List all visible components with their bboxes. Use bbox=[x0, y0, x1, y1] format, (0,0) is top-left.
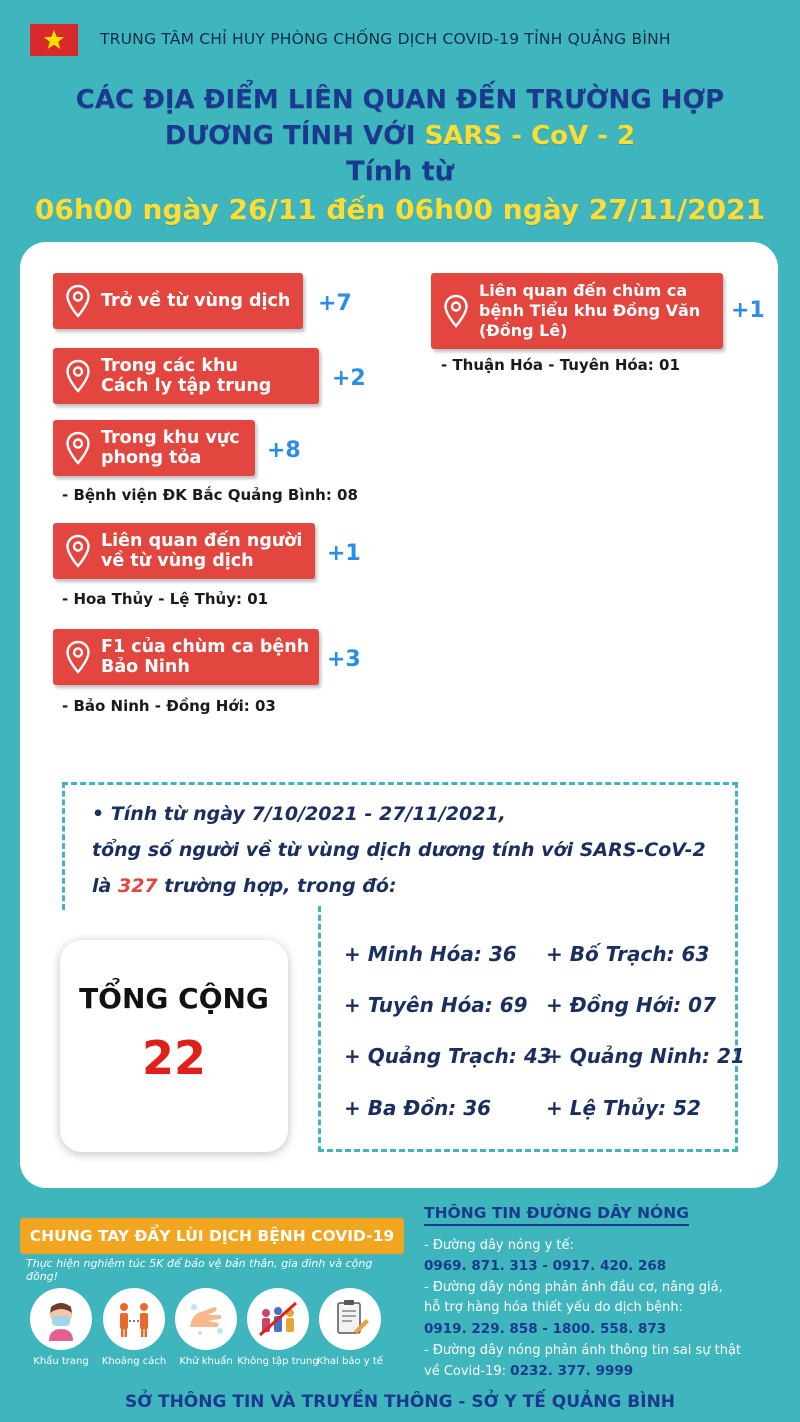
distance-icon bbox=[103, 1288, 165, 1350]
location-label: Liên quan đến người về từ vùng dịch bbox=[101, 531, 303, 571]
org-title: TRUNG TÂM CHỈ HUY PHÒNG CHỐNG DỊCH COVID-19 TỈNH QUẢNG BÌNH bbox=[100, 30, 671, 48]
total-returnee-cases: 327 bbox=[117, 875, 158, 897]
district-count: + Lệ Thủy: 52 bbox=[546, 1096, 701, 1120]
total-value: 22 bbox=[141, 1031, 206, 1085]
location-pin-icon bbox=[65, 534, 91, 568]
location-pin-icon bbox=[65, 284, 91, 318]
location-label: F1 của chùm ca bệnh Bảo Ninh bbox=[101, 637, 310, 677]
district-count: + Tuyên Hóa: 69 bbox=[344, 993, 528, 1017]
campaign-banner: CHUNG TAY ĐẨY LÙI DỊCH BỆNH COVID-19 bbox=[20, 1218, 404, 1254]
health-declaration-icon bbox=[319, 1288, 381, 1350]
location-label: Trong các khu Cách ly tập trung bbox=[101, 356, 272, 396]
hotline-number: 0969. 871. 313 - 0917. 420. 268 bbox=[424, 1258, 667, 1274]
location-count: +3 bbox=[327, 647, 361, 672]
location-pin-icon bbox=[65, 431, 91, 465]
location-tag bbox=[431, 273, 723, 349]
icon-label: Khai báo y tế bbox=[317, 1356, 383, 1367]
location-detail: - Bảo Ninh - Đồng Hới: 03 bbox=[62, 697, 276, 715]
total-label: TỔNG CỘNG bbox=[79, 982, 269, 1015]
location-label: Trong khu vực phong tỏa bbox=[101, 428, 240, 468]
star-icon bbox=[43, 29, 65, 51]
location-count: +7 bbox=[318, 291, 352, 316]
location-detail: - Hoa Thủy - Lệ Thủy: 01 bbox=[62, 590, 269, 608]
location-pin-icon bbox=[65, 640, 91, 674]
district-count: + Quảng Ninh: 21 bbox=[546, 1044, 745, 1068]
location-tag bbox=[53, 348, 319, 404]
district-count: + Đồng Hới: 07 bbox=[546, 993, 717, 1017]
title-line2-prefix: DƯƠNG TÍNH VỚI bbox=[164, 121, 416, 151]
district-count: + Quảng Trạch: 43 bbox=[344, 1044, 552, 1068]
location-tag bbox=[53, 629, 319, 685]
virus-name: SARS - CoV - 2 bbox=[424, 121, 636, 151]
location-tag bbox=[53, 420, 255, 476]
hotline-number: 0232. 377. 9999 bbox=[510, 1363, 634, 1379]
location-pin-icon bbox=[443, 294, 469, 328]
location-label: Liên quan đến chùm ca bệnh Tiểu khu Đồng Văn (Đồng Lê) bbox=[479, 281, 701, 340]
date-range: 06h00 ngày 26/11 đến 06h00 ngày 27/11/2021 bbox=[34, 193, 766, 226]
location-count: +1 bbox=[327, 541, 361, 566]
location-tag bbox=[53, 273, 303, 329]
footer: SỞ THÔNG TIN VÀ TRUYỀN THÔNG - SỞ Y TẾ QUẢNG BÌNH bbox=[124, 1392, 676, 1412]
no-gathering-icon bbox=[247, 1288, 309, 1350]
district-count: + Ba Đồn: 36 bbox=[344, 1096, 492, 1120]
hotline-title: THÔNG TIN ĐƯỜNG DÂY NÓNG bbox=[424, 1204, 689, 1226]
mask-icon bbox=[30, 1288, 92, 1350]
district-count: + Minh Hóa: 36 bbox=[344, 942, 517, 966]
location-detail: - Bệnh viện ĐK Bắc Quảng Bình: 08 bbox=[62, 486, 358, 504]
campaign-slogan: Thực hiện nghiêm túc 5K để bảo vệ bản thân, gia đình và cộng đồng! bbox=[26, 1257, 373, 1283]
location-count: +8 bbox=[267, 438, 301, 463]
location-label: Trở về từ vùng dịch bbox=[101, 291, 291, 311]
page-title: CÁC ĐỊA ĐIỂM LIÊN QUAN ĐẾN TRƯỜNG HỢP DƯƠNG TÍNH VỚI SARS - CoV - 2 Tính từ 06h00 ngày 26/11 đến 06h00 ngày 27/11/2021 bbox=[0, 82, 800, 228]
location-tag bbox=[53, 523, 315, 579]
location-count: +2 bbox=[332, 366, 366, 391]
district-count: + Bố Trạch: 63 bbox=[546, 942, 710, 966]
location-pin-icon bbox=[65, 359, 91, 393]
stats-summary: • Tính từ ngày 7/10/2021 - 27/11/2021, tổng số người về từ vùng dịch dương tính với SARS-CoV-2 là 327 trường hợp, trong đó: bbox=[92, 803, 706, 897]
vietnam-flag bbox=[30, 24, 78, 56]
sanitize-icon bbox=[175, 1288, 237, 1350]
icon-label: Khẩu trang bbox=[33, 1356, 89, 1367]
total-box bbox=[60, 940, 288, 1152]
icon-label: Không tập trung bbox=[237, 1356, 319, 1367]
location-detail: - Thuận Hóa - Tuyên Hóa: 01 bbox=[441, 356, 680, 374]
icon-label: Khử khuẩn bbox=[179, 1356, 233, 1367]
location-count: +1 bbox=[731, 298, 765, 323]
hotline-number: 0919. 229. 858 - 1800. 558. 873 bbox=[424, 1321, 667, 1337]
icon-label: Khoảng cách bbox=[101, 1356, 167, 1367]
